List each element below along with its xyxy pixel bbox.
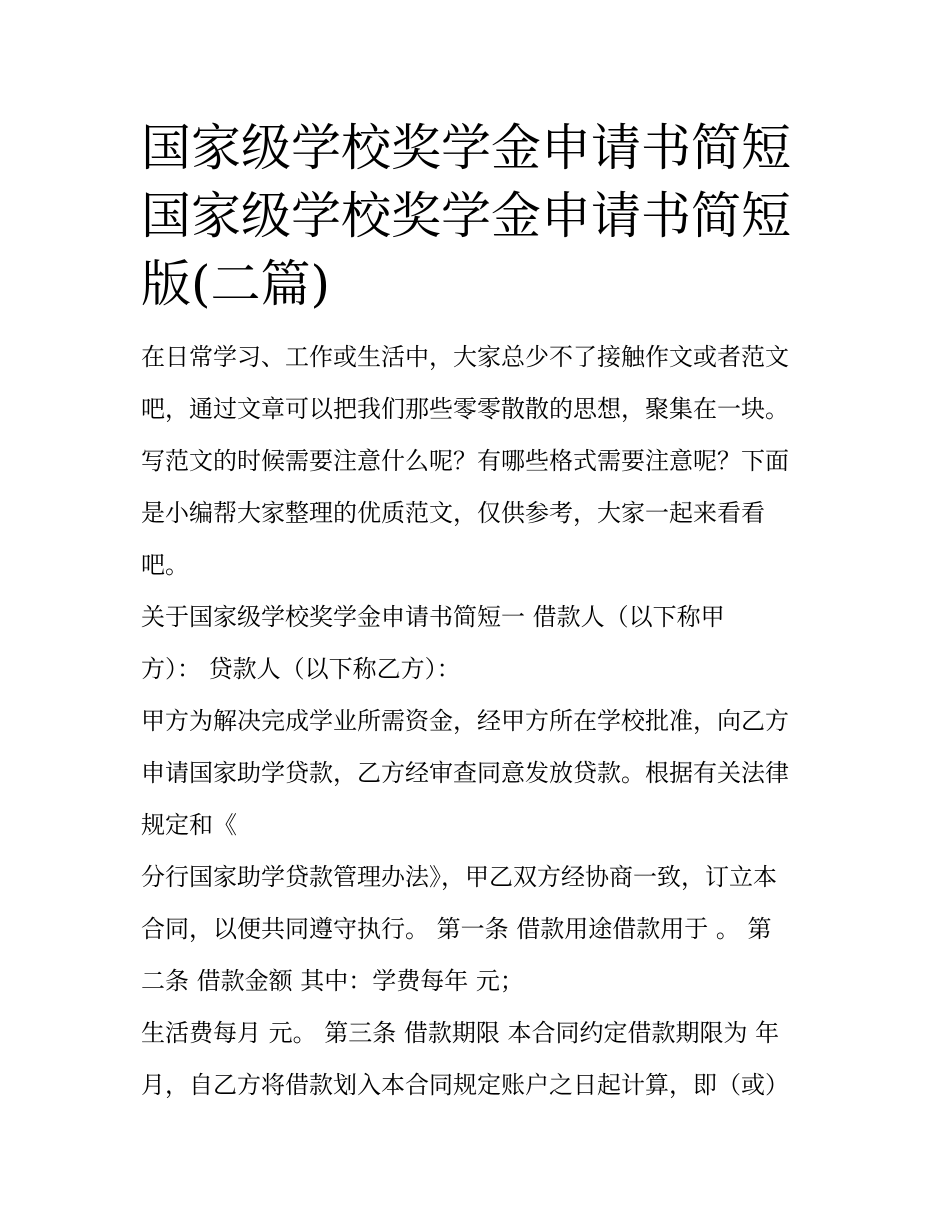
text-line: 是小编帮大家整理的优质范文，仅供参考，大家一起来看看 (141, 499, 765, 527)
paragraph-parties (141, 591, 831, 695)
title-line: 国家级学校奖学金申请书简短 (141, 187, 791, 245)
paragraph-articles (141, 851, 831, 1007)
text-line: 合同，以便共同遵守执行。 第一条 借款用途借款用于 。 第 (141, 915, 772, 943)
document-body (141, 331, 831, 1111)
text-line: 申请国家助学贷款，乙方经审查同意发放贷款。根据有关法律 (141, 759, 789, 787)
text-line: 月，自乙方将借款划入本合同规定账户之日起计算，即（或） (141, 1071, 789, 1099)
text-line: 方）： 贷款人（以下称乙方）： (141, 655, 461, 683)
text-line: 关于国家级学校奖学金申请书简短一 借款人（以下称甲 (141, 603, 725, 631)
title-line: 版(二篇) (141, 255, 331, 313)
title-line: 国家级学校奖学金申请书简短 (141, 119, 791, 177)
paragraph-term (141, 1007, 831, 1111)
text-line: 吧。 (141, 551, 189, 579)
text-line: 在日常学习、工作或生活中，大家总少不了接触作文或者范文 (141, 343, 789, 371)
text-line: 写范文的时候需要注意什么呢？有哪些格式需要注意呢？下面 (141, 447, 789, 475)
document-title (141, 0, 831, 318)
paragraph-purpose (141, 695, 831, 851)
document-page (141, 0, 831, 1111)
paragraph-intro (141, 331, 831, 591)
text-line: 吧，通过文章可以把我们那些零零散散的思想，聚集在一块。 (141, 395, 789, 423)
text-line: 二条 借款金额 其中：学费每年 元； (141, 967, 524, 995)
text-line: 生活费每月 元。 第三条 借款期限 本合同约定借款期限为 年 (141, 1019, 780, 1047)
text-line: 甲方为解决完成学业所需资金，经甲方所在学校批准，向乙方 (141, 707, 789, 735)
text-line: 规定和《 (141, 811, 237, 839)
text-line: 分行国家助学贷款管理办法》，甲乙双方经协商一致，订立本 (141, 863, 777, 891)
